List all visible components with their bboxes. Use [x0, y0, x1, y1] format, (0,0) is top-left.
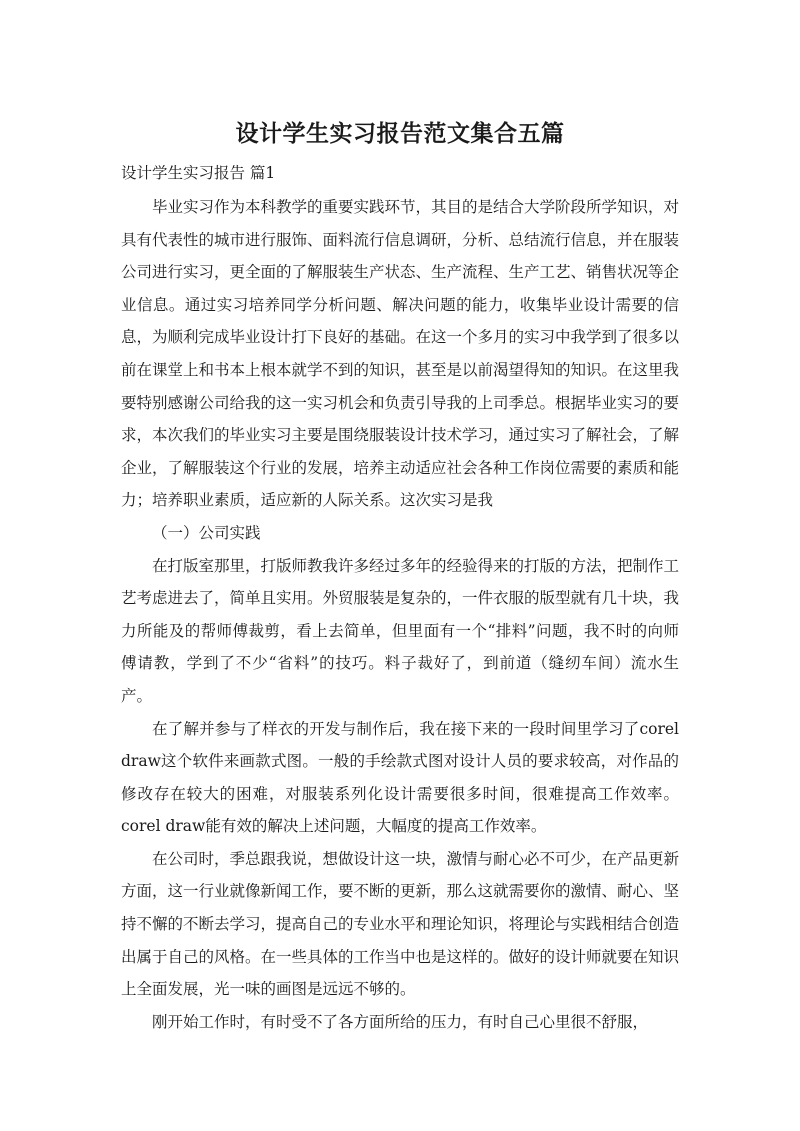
intro-paragraph: 毕业实习作为本科教学的重要实践环节，其目的是结合大学阶段所学知识，对具有代表性的城市进行服饰、面料流行信息调研，分析、总结流行信息，并在服装公司进行实习，更全面的了解服装生产状态、生产流程、生产工艺、销售状况等企业信息。通过实习培养同学分析问题、解决问题的能力，收集毕业设计需要的信息，为顺利完成毕业设计打下良好的基础。在这一个多月的实习中我学到了很多以前在课堂上和书本上根本就学不到的知识，甚至是以前渴望得知的知识。在这里我要特别感谢公司给我的这一实习机会和负责引导我的上司季总。根据毕业实习的要求，本次我们的毕业实习主要是围绕服装设计技术学习，通过实习了解社会，了解企业，了解服装这个行业的发展，培养主动适应社会各种工作岗位需要的素质和能力；培养职业素质，适应新的人际关系。这次实习是我 [121, 198, 680, 510]
body-paragraph-4: 刚开始工作时，有时受不了各方面所给的压力，有时自己心里很不舒服， [152, 1012, 649, 1031]
document-title: 设计学生实习报告范文集合五篇 [235, 121, 565, 147]
sub-heading: （一）公司实践 [152, 523, 261, 542]
body-paragraph-1: 在打版室那里，打版师教我许多经过多年的经验得来的打版的方法，把制作工艺考虑进去了，简单且实用。外贸服装是复杂的，一件衣服的版型就有几十块，我力所能及的帮师傅裁剪，看上去简单，但里面有一个“排料”问题，我不时的向师傅请教，学到了不少“省料”的技巧。料子裁好了，到前道（缝纫车间）流水生产。 [121, 556, 680, 705]
body-paragraph-3: 在公司时，季总跟我说，想做设计这一块，激情与耐心必不可少，在产品更新方面，这一行业就像新闻工作，要不断的更新，那么这就需要你的激情、耐心、坚持不懈的不断去学习，提高自己的专业水平和理论知识，将理论与实践相结合创造出属于自己的风格。在一些具体的工作当中也是这样的。做好的设计师就要在知识上全面发展，光一味的画图是远远不够的。 [121, 849, 680, 999]
body-paragraph-2: 在了解并参与了样衣的开发与制作后，我在接下来的一段时间里学习了corel draw这个软件来画款式图。一般的手绘款式图对设计人员的要求较高，对作品的修改存在较大的困难，对服装系列化设计需要很多时间，很难提高工作效率。corel draw能有效的解决上述问题，大幅度的提高工作效率。 [121, 719, 679, 836]
section-heading: 设计学生实习报告 篇1 [121, 164, 276, 182]
